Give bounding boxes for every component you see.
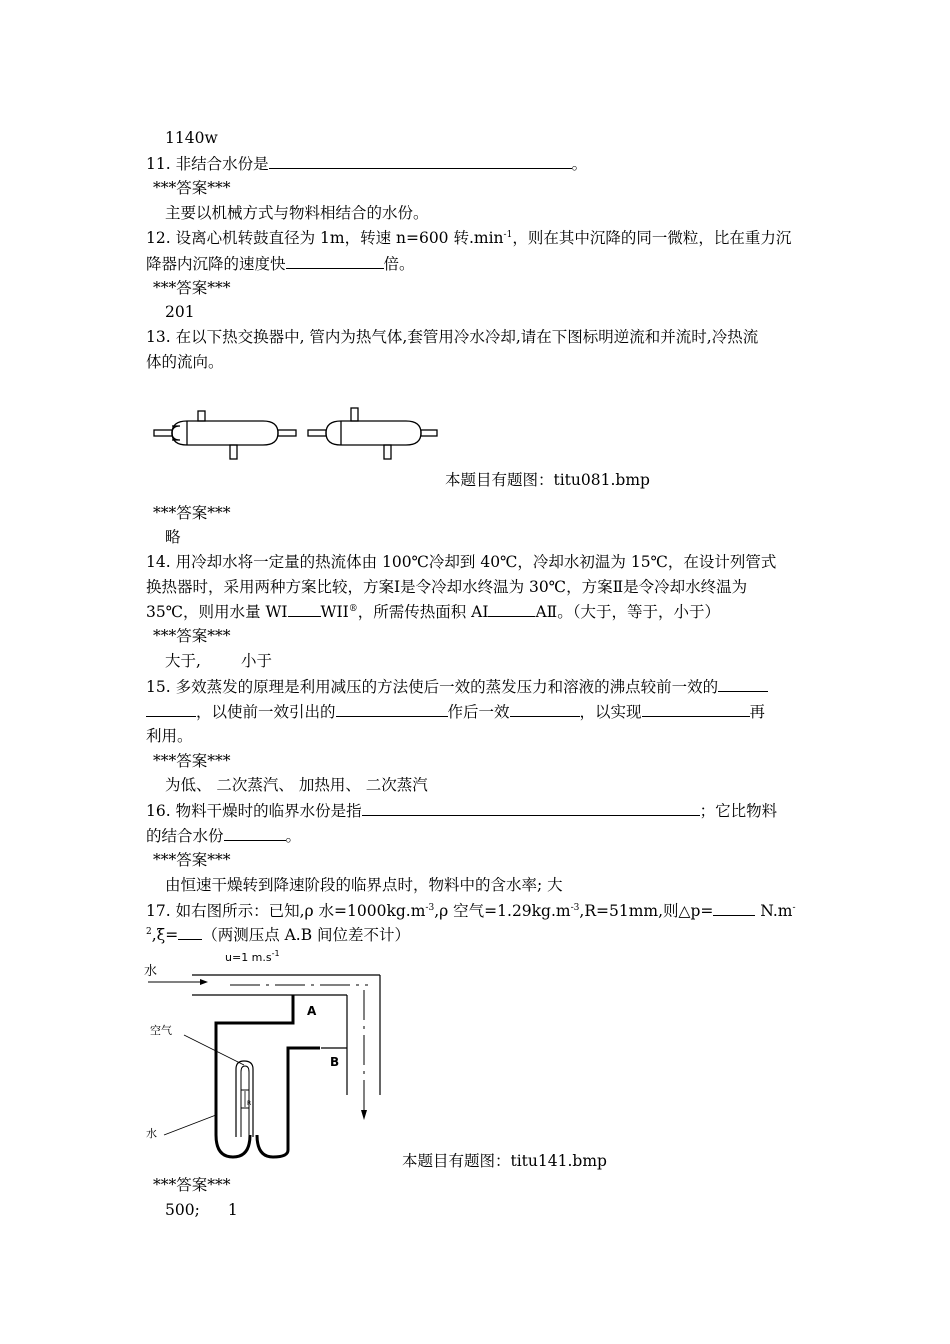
question-text: （两测压点 A.B 间位差不计） — [202, 926, 411, 944]
answer-blank — [718, 676, 768, 692]
answer-blank — [286, 253, 384, 269]
water-label-bottom: 水 — [146, 1127, 157, 1140]
point-a-label: A — [307, 1004, 317, 1018]
question-14-line-3 — [146, 601, 720, 622]
answer-blank — [510, 701, 580, 717]
answer-text — [165, 1200, 238, 1220]
answer-marker: ***答案*** — [153, 1176, 231, 1194]
question-text: 12. 设离心机转鼓直径为 1m，转速 n=600 转.min — [146, 229, 504, 247]
answer-text — [165, 651, 272, 671]
previous-answer: 1140w — [165, 129, 218, 147]
superscript: 2 — [146, 927, 152, 937]
answer-marker: ***答案*** — [153, 752, 231, 770]
question-text: ,R=51mm,则△p= — [579, 902, 714, 920]
answer-blank — [224, 825, 286, 841]
question-15-line-3: 利用。 — [146, 727, 193, 745]
question-text: ，所需传热面积 AI — [357, 603, 489, 621]
velocity-label: u=1 $m.s^{-1}$ — [225, 949, 280, 964]
answer-blank — [178, 924, 202, 940]
question-text: ，以使前一效引出的 — [196, 703, 336, 721]
question-15 — [146, 676, 768, 697]
question-text: 17. 如右图所示：已知,ρ 水=1000kg.m — [146, 902, 426, 920]
question-text: ,ρ 空气=1.29kg.m — [434, 902, 571, 920]
answer-text: 由恒速干燥转到降速阶段的临界点时，物料中的含水率; 大 — [165, 876, 563, 894]
answer-blank — [146, 701, 196, 717]
answer-marker: ***答案*** — [153, 504, 231, 522]
question-text: 。 — [571, 155, 588, 173]
question-text: ,ξ= — [151, 926, 179, 944]
question-text: 35℃，则用水量 WI — [146, 603, 288, 621]
answer-blank — [488, 601, 535, 617]
question-13: 13. 在以下热交换器中, 管内为热气体,套管用冷水冷却,请在下图标明逆流和并流时,冷热流 — [146, 328, 759, 346]
question-text: ，则在其中沉降的同一微粒，比在重力沉 — [512, 229, 792, 247]
question-15-line-2 — [146, 701, 765, 722]
heat-exchanger-right — [308, 408, 437, 459]
question-text: 的结合水份 — [146, 827, 224, 845]
answer-marker: ***答案*** — [153, 627, 231, 645]
arrow-head — [200, 979, 208, 985]
r-label: R — [247, 1100, 252, 1107]
heat-exchanger-figure — [150, 403, 445, 463]
question-16-line-2 — [146, 825, 301, 846]
question-text: ，以实现 — [579, 703, 642, 721]
question-17-line-2 — [146, 924, 410, 945]
answer-text: 略 — [165, 528, 181, 546]
question-text: 15. 多效蒸发的原理是利用减压的方法使后一效的蒸发压力和溶液的沸点较前一效的 — [146, 678, 719, 696]
question-text: AⅡ。（大于，等于，小于） — [535, 603, 720, 621]
answer-blank — [269, 153, 572, 169]
answer-marker: ***答案*** — [153, 851, 231, 869]
figure-caption: 本题目有题图：titu081.bmp — [445, 471, 650, 489]
answer-text: 201 — [165, 303, 195, 321]
question-text: 16. 物料干燥时的临界水份是指 — [146, 802, 362, 820]
answer-marker: ***答案*** — [153, 279, 231, 297]
answer-part: 1 — [227, 1201, 238, 1219]
superscript: - — [792, 903, 796, 913]
question-13-line-2: 体的流向。 — [146, 353, 224, 371]
answer-blank — [336, 701, 448, 717]
question-text: 非结合水份是 — [175, 155, 269, 173]
air-label: 空气 — [150, 1024, 172, 1037]
question-text: 倍。 — [383, 255, 415, 273]
answer-part: 500; — [165, 1201, 200, 1219]
superscript: -1 — [503, 230, 513, 240]
heat-exchanger-left — [154, 411, 296, 459]
question-text: 再 — [749, 703, 766, 721]
manometer-figure — [140, 945, 400, 1170]
question-12-line-2 — [146, 253, 415, 274]
answer-text: 为低、 二次蒸汽、 加热用、 二次蒸汽 — [165, 776, 428, 794]
question-text: 作后一效 — [447, 703, 510, 721]
question-14: 14. 用冷却水将一定量的热流体由 100℃冷却到 40℃，冷却水初温为 15℃，在设计列管式 — [146, 553, 777, 571]
answer-blank — [362, 800, 700, 816]
point-b-label: B — [330, 1055, 340, 1069]
superscript: -3 — [570, 903, 580, 913]
question-16 — [146, 800, 777, 821]
water-label-top: 水 — [144, 964, 158, 979]
question-text: WII — [320, 603, 349, 621]
answer-part: 大于, — [165, 652, 201, 670]
question-text: ；它比物料 — [699, 802, 778, 820]
answer-marker: ***答案*** — [153, 179, 231, 197]
question-17 — [146, 900, 796, 921]
answer-text: 主要以机械方式与物料相结合的水份。 — [165, 204, 429, 222]
answer-blank — [288, 601, 321, 617]
question-text: 。 — [285, 827, 302, 845]
question-11 — [146, 153, 587, 174]
answer-blank — [642, 701, 750, 717]
question-text: 降器内沉降的速度快 — [146, 255, 286, 273]
answer-blank — [713, 900, 755, 916]
question-number: 11. — [146, 155, 171, 173]
superscript: -3 — [425, 903, 435, 913]
question-text: N.m — [755, 902, 793, 920]
question-14-line-2: 换热器时，采用两种方案比较，方案Ⅰ是令冷却水终温为 30℃，方案Ⅱ是令冷却水终温为 — [146, 578, 748, 596]
superscript: ® — [348, 604, 358, 614]
question-12 — [146, 228, 791, 248]
answer-part: 小于 — [240, 652, 272, 670]
figure-caption: 本题目有题图：titu141.bmp — [402, 1152, 607, 1170]
